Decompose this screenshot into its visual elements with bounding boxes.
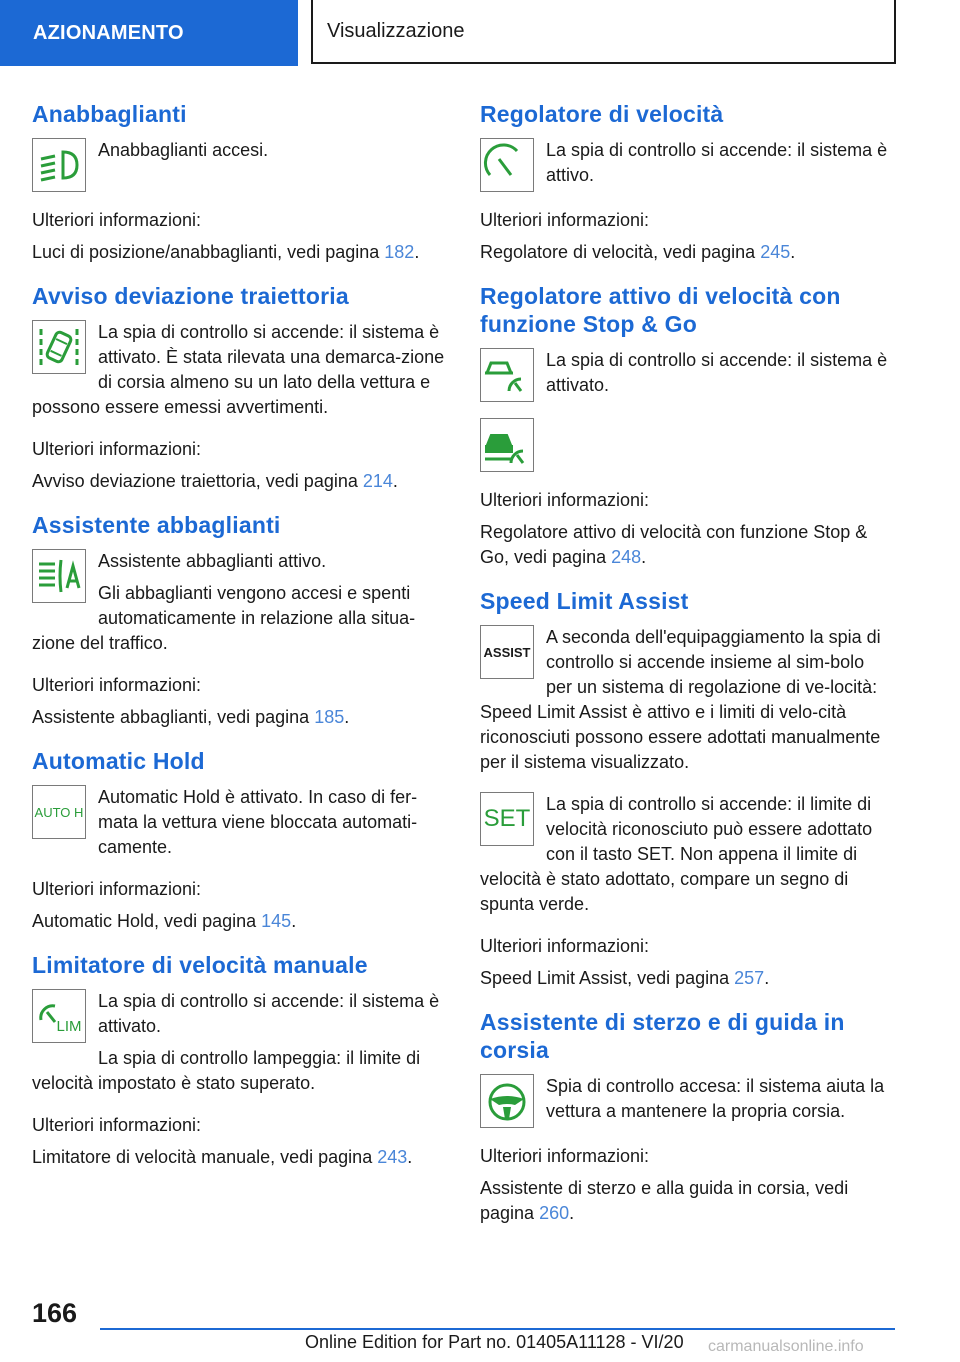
section-anabbaglianti: [32, 100, 446, 265]
page-reference: Avviso deviazione traiettoria, vedi pagina 214.: [32, 471, 398, 491]
section-title: Regolatore attivo di velocità con funzione Stop & Go: [480, 283, 841, 337]
section-title: Automatic Hold: [32, 748, 205, 774]
entry-text: Spia di controllo accesa: il sistema aiuta la vettura a mantenere la propria corsia.: [546, 1076, 885, 1121]
section-title: Assistente di sterzo e di guida in corsia: [480, 1009, 845, 1063]
entry-text: A seconda dell'equipaggiamento la spia di controllo si accende insieme al sim-bolo per un sistema di regolazione di ve-locità: Speed Limit Assist è attivo e i limiti di velo-cità riconosciuti possono essere adottati manualmente per il sistema visualizzato.: [480, 627, 881, 772]
page-reference: Assistente abbaglianti, vedi pagina 185.: [32, 707, 350, 727]
more-info-label: Ulteriori informazioni:: [32, 879, 202, 899]
section-regolatore: [480, 100, 894, 265]
indicator-entry: [480, 792, 894, 924]
indicator-entry: [480, 348, 894, 408]
high-beam-assist-icon: [32, 549, 86, 603]
section-automatic-hold: [32, 747, 446, 934]
page-number: 166: [32, 1298, 78, 1328]
page-link[interactable]: 248: [611, 547, 642, 567]
more-info-label: Ulteriori informazioni:: [32, 439, 202, 459]
edition-text: Online Edition for Part no. 01405A11128 - VI/20: [305, 1332, 684, 1352]
more-info-label: Ulteriori informazioni:: [480, 210, 650, 230]
low-beam-icon: [32, 138, 86, 192]
lane-departure-icon: [32, 320, 86, 374]
entry-text: La spia di controllo si accende: il sistema è attivo.: [546, 140, 888, 185]
set-icon: [480, 792, 534, 846]
page-reference: Luci di posizione/anabbaglianti, vedi pagina 182.: [32, 242, 420, 262]
section-speed-limit-assist: [480, 587, 894, 991]
indicator-entry: [32, 785, 446, 867]
more-info-label: Ulteriori informazioni:: [480, 936, 650, 956]
assist-icon: [480, 625, 534, 679]
entry-text: La spia di controllo lampeggia: il limite di velocità impostato è stato superato.: [32, 1048, 421, 1093]
speed-limiter-icon: [32, 989, 86, 1043]
more-info-label: Ulteriori informazioni:: [32, 210, 202, 230]
indicator-entry: [480, 625, 894, 782]
section-title: Assistente abbaglianti: [32, 512, 281, 538]
section-title: Avviso deviazione traiettoria: [32, 283, 349, 309]
page-link[interactable]: 243: [377, 1147, 408, 1167]
section-tab: AZIONAMENTO: [0, 0, 298, 66]
entry-text: Gli abbaglianti vengono accesi e spenti automaticamente in relazione alla situa-zione del traffico.: [32, 583, 416, 653]
indicator-entry: [32, 549, 446, 663]
indicator-entry: [480, 1074, 894, 1134]
section-limitatore: [32, 951, 446, 1170]
active-cruise-vehicle-icon: [480, 418, 534, 472]
entry-text: La spia di controllo si accende: il sistema è attivato. È stata rilevata una demarca-zione di corsia almeno su un lato della vettura e possono essere emessi avvertimenti.: [32, 322, 445, 417]
page-reference: Limitatore di velocità manuale, vedi pagina 243.: [32, 1147, 413, 1167]
auto-hold-icon: [32, 785, 86, 839]
entry-text: Automatic Hold è attivato. In caso di fer-mata la vettura viene bloccata automati-camente.: [98, 787, 418, 857]
section-assistente-abbaglianti: [32, 511, 446, 730]
page-reference: Automatic Hold, vedi pagina 145.: [32, 911, 297, 931]
cruise-control-icon: [480, 138, 534, 192]
page-link[interactable]: 182: [384, 242, 415, 262]
indicator-entry: [32, 320, 446, 427]
indicator-entry: [32, 138, 446, 198]
page-reference: Regolatore attivo di velocità con funzione Stop & Go, vedi pagina 248.: [480, 522, 868, 567]
set-label: SET: [483, 805, 531, 832]
more-info-label: Ulteriori informazioni:: [32, 675, 202, 695]
entry-text: Anabbaglianti accesi.: [98, 140, 269, 160]
entry-text: La spia di controllo si accende: il sistema è attivato.: [98, 991, 440, 1036]
page-link[interactable]: 257: [734, 968, 765, 988]
entry-text: Assistente abbaglianti attivo.: [98, 551, 327, 571]
entry-text: La spia di controllo si accende: il sistema è attivato.: [546, 350, 888, 395]
watermark: carmanualsonline.info: [708, 1338, 864, 1355]
section-avviso-deviazione: [32, 282, 446, 494]
footer-divider: [100, 1328, 895, 1330]
chapter-tab: Visualizzazione: [311, 0, 896, 64]
more-info-label: Ulteriori informazioni:: [32, 1115, 202, 1135]
active-cruise-outline-icon: [480, 348, 534, 402]
page-reference: Speed Limit Assist, vedi pagina 257.: [480, 968, 770, 988]
auto-hold-label: AUTO H: [34, 804, 84, 820]
page-link[interactable]: 145: [261, 911, 292, 931]
page-link[interactable]: 185: [314, 707, 345, 727]
page-link[interactable]: 214: [362, 471, 393, 491]
indicator-entry: [480, 418, 894, 478]
steering-wheel-icon: [480, 1074, 534, 1128]
limiter-label: LIM: [56, 1017, 82, 1035]
assist-label: ASSIST: [483, 644, 531, 660]
left-column: [32, 100, 446, 1187]
page-reference: Regolatore di velocità, vedi pagina 245.: [480, 242, 796, 262]
section-title: Anabbaglianti: [32, 101, 187, 127]
page-reference: Assistente di sterzo e alla guida in corsia, vedi pagina 260.: [480, 1178, 849, 1223]
indicator-entry: [480, 138, 894, 198]
entry-text: La spia di controllo si accende: il limite di velocità riconosciuto può essere adottato con il tasto SET. Non appena il limite di velocità è stato adottato, compare un segno di spunta verde.: [480, 794, 873, 914]
more-info-label: Ulteriori informazioni:: [480, 490, 650, 510]
page-link[interactable]: 245: [760, 242, 791, 262]
section-title: Speed Limit Assist: [480, 588, 689, 614]
section-regolatore-attivo: [480, 282, 894, 570]
page-header: [0, 0, 960, 66]
right-column: [480, 100, 894, 1243]
more-info-label: Ulteriori informazioni:: [480, 1146, 650, 1166]
section-title: Regolatore di velocità: [480, 101, 724, 127]
indicator-entry: [32, 989, 446, 1103]
page-link[interactable]: 260: [539, 1203, 570, 1223]
section-title: Limitatore di velocità manuale: [32, 952, 368, 978]
section-assistente-sterzo: [480, 1008, 894, 1226]
